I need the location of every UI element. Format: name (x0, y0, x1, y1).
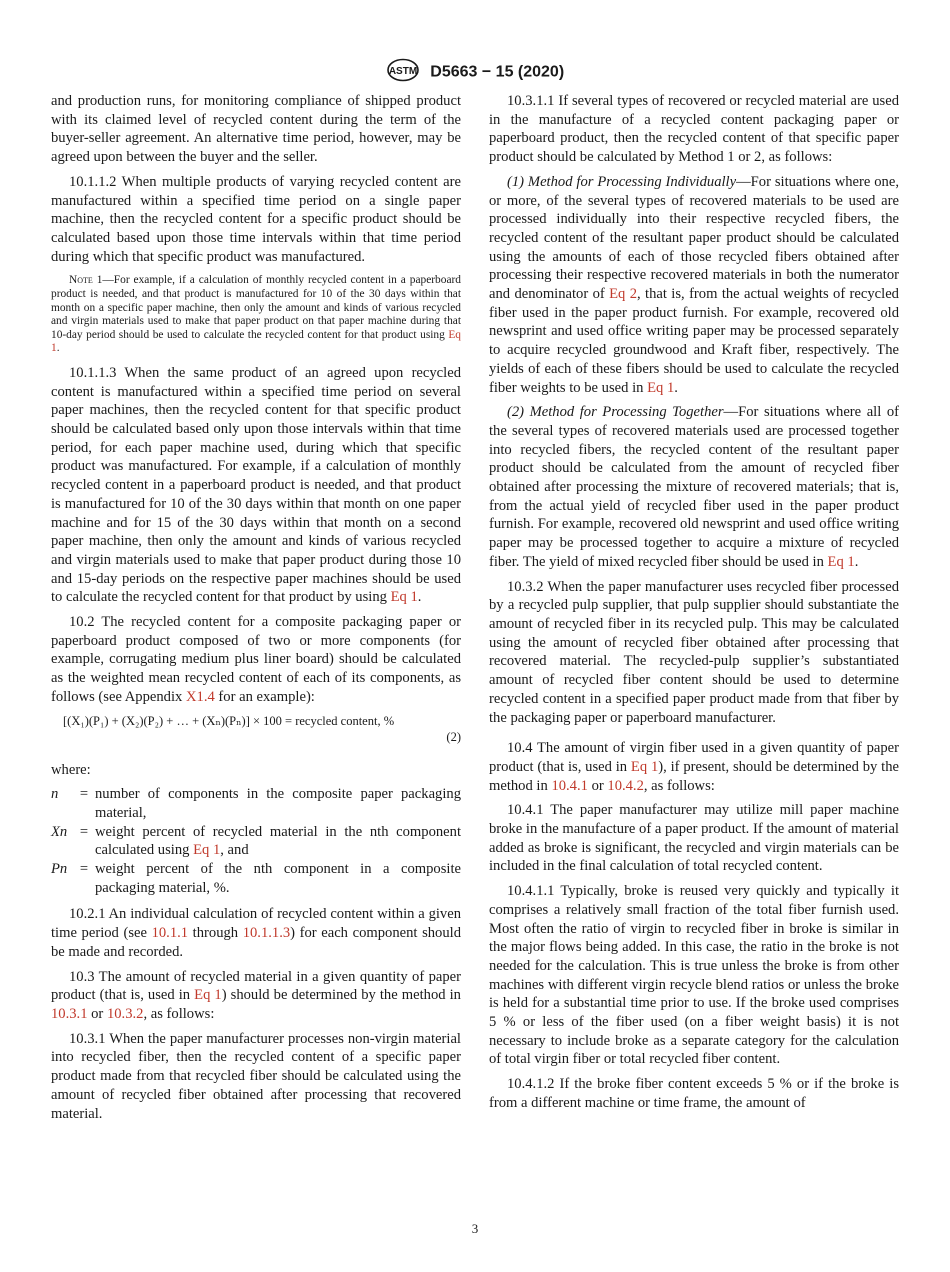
method-2-title: (2) Method for Processing Together (507, 404, 724, 421)
method-2-paragraph (489, 403, 899, 571)
eq-1-link[interactable]: Eq 1 (827, 553, 855, 570)
paragraph-10-2 (51, 613, 461, 707)
definition-xn (51, 823, 461, 860)
variable-definitions (51, 785, 461, 897)
paragraph-10-3-1: 10.3.1 When the paper manufacturer processes non-virgin material into recycled fiber, then the recycled content of a specific paper product made from that recycled fiber should be calculated using the amount of recycled fiber obtained after processing that recovered material. (51, 1030, 461, 1122)
equals-sign: = (79, 861, 89, 878)
method-1-title: (1) Method for Processing Individually (507, 173, 737, 190)
paragraph-text: . (854, 553, 859, 570)
paragraph-text: or (587, 777, 608, 794)
definition-text (95, 823, 461, 860)
symbol: Xn (51, 823, 68, 840)
paragraph-10-3-1-1: 10.3.1.1 If several types of recovered or recycled material are used in the manufacture of a recycled content packaging paper or paperboard product, then the recycled content of that specific paper product should be calculated by Method 1 or 2, as follows: (489, 93, 899, 166)
paragraph: and production runs, for monitoring compliance of shipped product with its claimed level of recycled content during the term of the buyer-seller agreement. An alternative time period, however, may be agreed upon between the buyer and the seller. (51, 93, 461, 166)
eq-1-link[interactable]: Eq 1 (193, 842, 221, 859)
equals-sign: = (79, 823, 89, 840)
note-label: Note 1 (69, 274, 103, 287)
paragraph-text: or (87, 1005, 107, 1022)
standard-designation: D5663 − 15 (2020) (430, 63, 565, 81)
section-10-3-1-link[interactable]: 10.3.1 (51, 1005, 88, 1022)
section-10-4-2-link[interactable]: 10.4.2 (607, 777, 644, 794)
note-1: Note 1—For example, if a calculation of monthly recycled content in a paperboard product is needed, and that product is manufactured for 10 of the 30 days within that month on a specific paper machine, then only the amount and kinds of various recycled and virgin materials used to make that paper product on that paper machine during that 10-day period should be used to calculate the recycled content for that product using Eq 1. (51, 274, 461, 355)
where-label: where: (51, 761, 91, 778)
definition-text-b: , and (220, 842, 249, 859)
paragraph-10-4 (489, 739, 899, 795)
right-column (489, 92, 899, 1119)
paragraph-10-1-1-2: 10.1.1.2 When multiple products of varying recycled content are manufactured within a specified time period on a single paper machine, then the recycled content for a specific product should be calculated based upon those time intervals within that time period during which that specific product was manufactured. (51, 173, 461, 265)
paragraph-10-2-1 (51, 905, 461, 961)
equation-number: (2) (446, 729, 461, 744)
paragraph-text: ) should be determined by the method in (221, 987, 461, 1004)
page-header (0, 58, 950, 87)
astm-logo-icon (386, 58, 420, 87)
note-text: —For example, if a calculation of monthly recycled content in a paperboard product is needed, and that product is manufactured for 10 of the 30 days within that month on a specific paper machine, then only the amount and kinds of various recycled and virgin materials used to make that paper product on that paper machine during that 10-day period should be used to calculate the recycled content for that product using (51, 274, 461, 341)
paragraph-10-1-1-3: 10.1.1.3 When the same product of an agreed upon recycled content is manufactured within a specified time period on several paper machines, then the recycled content for that specific product should be calculated based only upon those intervals within that time period, for each paper machine used, during which that specific product was manufactured. For example, if a calculation of monthly recycled content in a paperboard product is needed, and that product is manufactured for 10 of the 30 days within that month on one paper machine and for 15 of the 30 days within that month on a second paper machine, then only the amount and kinds of various recycled and virgin materials used to make that paper product during those 10 and 15-day periods on the respective paper machines should be used to calculate the recycled content for that product by using Eq 1. (51, 364, 461, 606)
equation-2 (51, 713, 461, 745)
method-1-paragraph (489, 173, 899, 397)
paragraph-text: for an example): (214, 688, 315, 705)
paragraph-text: —For situations where all of the several types of recovered materials used are processed together into recycled fibers, the recycled content of the resultant paper product should be calculated from the amount of recycled fiber obtained after processing the mixture of recovered materials; that is, from the actual yield of recycled fiber used in the paper product furnish. For example, recovered old newsprint and used office writing paper may be processed together to acquire a mixture of recycled fiber. The yield of mixed recycled fiber should be used in (489, 404, 899, 570)
section-10-3-2-link[interactable]: 10.3.2 (106, 1005, 144, 1022)
svg-text:ASTM: ASTM (388, 66, 417, 77)
appendix-x1-4-link[interactable]: X1.4 (185, 688, 215, 705)
paragraph-text: ) for each component should be made and recorded. (51, 925, 461, 960)
paragraph-text: , as follows: (643, 777, 715, 794)
eq-1-link[interactable]: Eq 1 (51, 328, 461, 355)
paragraph-10-4-1-1: 10.4.1.1 Typically, broke is reused very quickly and typically it comprises a relatively small fraction of the total fiber furnish used. Most often the ratio of virgin to recycled fiber in broke is similar in the major flows being added. In this case, the ratio in the broke is not needed for the calculation. This is true unless the broke is from other machines with different virgin recycle blend ratios or unless the broke is held for a substantial time prior to use. If the broke used comprises 5 % or less of the fiber used (on a fiber weight basis) it is not necessary to include broke as a separate category for the calculation of total virgin fiber or total recycled fiber content. (489, 883, 899, 1068)
section-10-1-1-link[interactable]: 10.1.1 (151, 925, 189, 942)
paragraph-text: through (188, 925, 243, 942)
paragraph-text: 10.1.1.3 When the same product of an agreed upon recycled content is manufactured within a specified time period on several paper machines, then the recycled content for that specific product should be calculated based only upon those intervals within that time period, for each paper machine used, during which that specific product was manufactured. For example, if a calculation of monthly recycled content in a paperboard product is needed, and that product is manufactured for 10 of the 30 days within that month on one paper machine and for 15 of the 30 days within that month on a second paper machine, then only the amount and kinds of various recycled and virgin materials used to make that paper product during those 10 and 15-day periods on the respective paper machines should be used to calculate the recycled content for that product by using (51, 364, 461, 606)
paragraph-text: 10.4 The amount of virgin fiber used in a given quantity of paper product (that is, used in (489, 740, 899, 775)
definition-pn (51, 860, 461, 897)
definition-text: number of components in the composite paper packaging material, (95, 786, 461, 821)
left-column (51, 92, 461, 1129)
symbol: Pn (51, 861, 68, 878)
paragraph-10-4-1: 10.4.1 The paper manufacturer may utilize mill paper machine broke in the manufacture of a paper product. If the amount of material added as broke is significant, the recycled and virgin materials can be included in the final calculation of total recycled content. (489, 802, 899, 875)
eq-2-link[interactable]: Eq 2 (609, 286, 638, 303)
definition-text-a: weight percent of recycled material in the nth component calculated using (95, 823, 461, 859)
eq-1-link[interactable]: Eq 1 (390, 589, 418, 606)
paragraph-text: 10.3 The amount of recycled material in a given quantity of paper product (that is, used in (51, 968, 461, 1004)
paragraph-10-4-1-2: 10.4.1.2 If the broke fiber content exceeds 5 % or if the broke is from a different machine or time frame, the amount of (489, 1076, 899, 1111)
paragraph-10-3-2: 10.3.2 When the paper manufacturer uses recycled fiber processed by a recycled pulp supplier, that pulp supplier should substantiate the amount of recycled fiber in its recycled pulp. This may be calculated using the amount of recycled fiber obtained after processing that recovered material. The recycled-pulp supplier’s substantiated amount of recycled fiber content should be used to determine recycled content in a specified paper product made from that fiber by the packaging paper or paperboard manufacturer. (489, 578, 899, 726)
eq-1-link[interactable]: Eq 1 (194, 987, 222, 1004)
equals-sign: = (79, 786, 89, 803)
symbol: n (51, 786, 59, 803)
paragraph-text: , that is, from the actual weights of recycled fiber used in the paper product furnish. For example, recovered old newsprint and used office writing paper may be processed separately to acquire recycled groundwood and Kraft fiber, respectively. The yields of each of these fibers should be used to calculate the recycled fiber weights to be used in (489, 286, 899, 396)
paragraph-text: 10.2.1 An individual calculation of recycled content within a given time period (see (51, 906, 461, 942)
equation-body: [(X₁)(P₁) + (X₂)(P₂) + … + (Xₙ)(Pₙ)] × 100 = recycled content, % (63, 713, 395, 728)
paragraph-text: . (674, 379, 678, 396)
definition-text: weight percent of the nth component in a composite packaging material, %. (95, 861, 461, 896)
definition-n (51, 785, 461, 822)
paragraph-10-3 (51, 968, 461, 1024)
paragraph-text: ), if present, should be determined by the method in (489, 758, 899, 794)
eq-1-link[interactable]: Eq 1 (647, 379, 675, 396)
paragraph-text: —For situations where one, or more, of the several types of recovered materials to be used are processed individually into their respective recycled fibers, the recycled content of the resultant paper product should be calculated using the amounts of each of those recycled fibers obtained after processing their respective recovered materials in both the numerator and denominator of (489, 173, 899, 303)
eq-1-link[interactable]: Eq 1 (630, 758, 659, 775)
page-number: 3 (471, 1221, 479, 1236)
section-10-1-1-3-link[interactable]: 10.1.1.3 (242, 925, 291, 942)
paragraph-text: 10.2 The recycled content for a composite packaging paper or paperboard product composed of two or more components (for example, corrugating medium plus liner board) should be calculated as the weighted mean recycled content of each of its components, as follows (see Appendix (51, 614, 461, 705)
paragraph-text: , as follows: (143, 1005, 215, 1022)
section-10-4-1-link[interactable]: 10.4.1 (551, 777, 588, 794)
